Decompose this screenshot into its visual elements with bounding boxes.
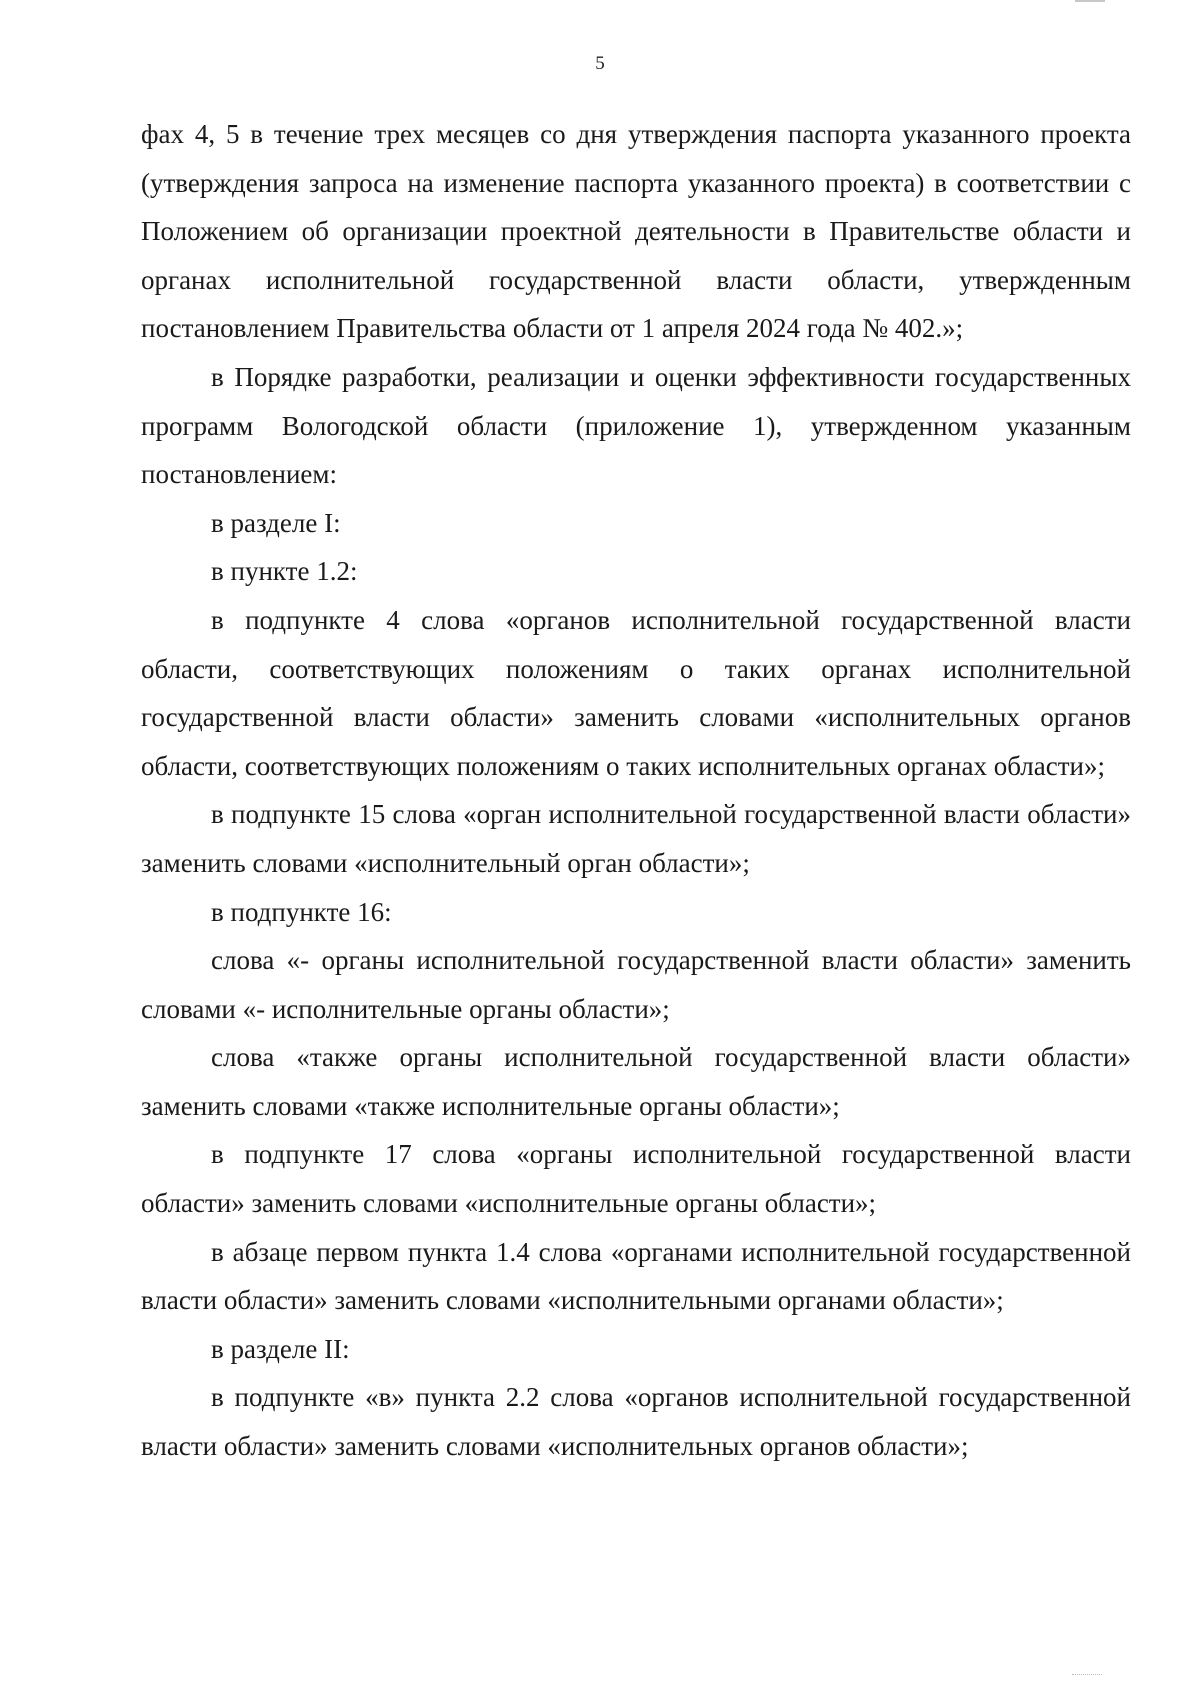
- paragraph-subitem-15: в подпункте 15 слова «орган исполнительной государственной власти области» заменить словами «исполнительный орган области»;: [141, 799, 1131, 878]
- paragraph-subitem-16-words-2: слова «также органы исполнительной государственной власти области» заменить словами «также исполнительные органы области»;: [141, 1042, 1131, 1121]
- paragraph-subitem-16: в подпункте 16:: [211, 896, 392, 927]
- document-body: [141, 110, 1131, 1471]
- paragraph-item-1-2: в пункте 1.2:: [211, 556, 358, 587]
- scan-artifact-bottom: [1072, 1674, 1102, 1683]
- page-number: 5: [595, 53, 605, 74]
- paragraph-continuation: фах 4, 5 в течение трех месяцев со дня утверждения паспорта указанного проекта (утверждения запроса на изменение паспорта указанного проекта) в соответствии с Положением об организации проектной деятельности в Правительстве области и органах исполнительной государственной власти области, утвержденным постановлением Правительства области от 1 апреля 2024 года № 402.»;: [141, 119, 1131, 344]
- scan-artifact-top: [1075, 0, 1105, 2]
- paragraph-section-1: в разделе I:: [211, 507, 341, 538]
- paragraph-subitem-4: в подпункте 4 слова «органов исполнительной государственной власти области, соответствующих положениям о таких органах исполнительной государственной власти области» заменить словами «исполнительных органов области, соответствующих положениям о таких исполнительных органах области»;: [141, 604, 1131, 781]
- paragraph-subitem-16-words-1: слова «- органы исполнительной государственной власти области» заменить словами «- исполнительные органы области»;: [141, 945, 1131, 1024]
- paragraph-item-2-2: в подпункте «в» пункта 2.2 слова «органов исполнительной государственной власти области» заменить словами «исполнительных органов области»;: [141, 1382, 1131, 1462]
- paragraph-item-1-4: в абзаце первом пункта 1.4 слова «органами исполнительной государственной власти области» заменить словами «исполнительными органами области»;: [141, 1236, 1131, 1316]
- paragraph-subitem-17: в подпункте 17 слова «органы исполнительной государственной власти области» заменить словами «исполнительные органы области»;: [141, 1139, 1131, 1219]
- paragraph-procedure-intro: в Порядке разработки, реализации и оценки эффективности государственных программ Вологодской области (приложение 1), утвержденном указанным постановлением:: [141, 361, 1131, 490]
- paragraph-section-2: в разделе II:: [211, 1333, 350, 1364]
